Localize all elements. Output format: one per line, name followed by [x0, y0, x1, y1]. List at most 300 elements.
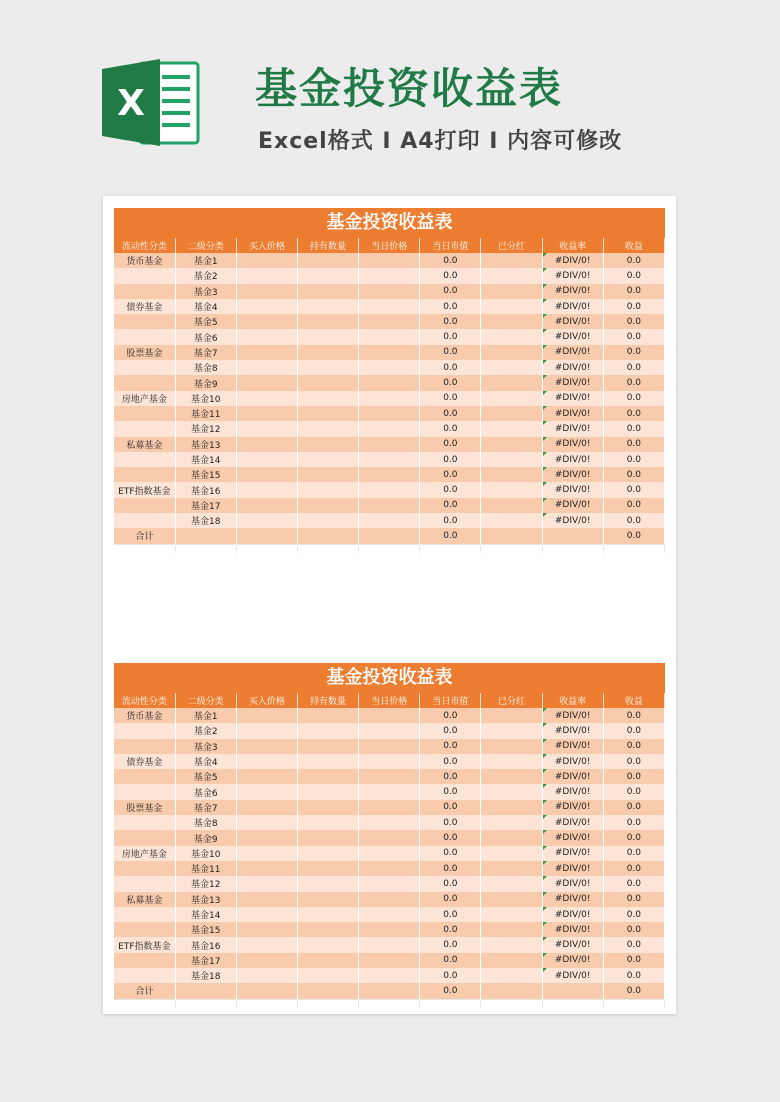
table-cell[interactable]: 0.0 — [420, 360, 481, 375]
table-cell[interactable] — [481, 360, 542, 375]
column-header[interactable]: 收益 — [603, 693, 664, 708]
empty-cell[interactable] — [542, 999, 603, 1008]
table-cell[interactable]: #DIV/0! — [542, 467, 603, 482]
table-cell[interactable]: #DIV/0! — [542, 723, 603, 738]
table-cell[interactable] — [297, 329, 358, 344]
table-cell[interactable] — [359, 268, 420, 283]
table-cell[interactable] — [481, 968, 542, 983]
table-cell[interactable] — [114, 513, 175, 528]
table-cell[interactable] — [236, 708, 297, 723]
table-cell[interactable]: #DIV/0! — [542, 876, 603, 891]
table-cell[interactable] — [236, 452, 297, 467]
empty-cell[interactable] — [175, 999, 236, 1008]
table-cell[interactable] — [359, 375, 420, 390]
table-cell[interactable] — [236, 723, 297, 738]
table-cell[interactable]: 0.0 — [420, 452, 481, 467]
table-cell[interactable] — [359, 299, 420, 314]
total-cell[interactable] — [481, 528, 542, 544]
table-cell[interactable] — [114, 876, 175, 891]
table-cell[interactable]: 0.0 — [603, 769, 664, 784]
table-cell[interactable] — [236, 375, 297, 390]
table-cell[interactable]: 0.0 — [603, 498, 664, 513]
table-cell[interactable] — [297, 375, 358, 390]
table-cell[interactable] — [114, 769, 175, 784]
total-cell[interactable] — [542, 983, 603, 999]
table-cell[interactable] — [297, 723, 358, 738]
table-cell[interactable] — [114, 739, 175, 754]
table-cell[interactable]: 0.0 — [420, 754, 481, 769]
column-header[interactable]: 已分红 — [481, 693, 542, 708]
table-cell[interactable]: #DIV/0! — [542, 953, 603, 968]
table-cell[interactable] — [114, 861, 175, 876]
total-cell[interactable] — [175, 528, 236, 544]
table-cell[interactable]: #DIV/0! — [542, 830, 603, 845]
empty-cell[interactable] — [175, 544, 236, 553]
table-cell[interactable]: #DIV/0! — [542, 513, 603, 528]
table-cell[interactable] — [481, 314, 542, 329]
table-cell[interactable] — [236, 437, 297, 452]
table-cell[interactable] — [481, 268, 542, 283]
table-cell[interactable] — [359, 452, 420, 467]
table-cell[interactable] — [359, 815, 420, 830]
column-header[interactable]: 收益 — [603, 238, 664, 253]
table-cell[interactable]: 0.0 — [603, 953, 664, 968]
table-cell[interactable] — [481, 754, 542, 769]
empty-cell[interactable] — [236, 999, 297, 1008]
table-cell[interactable]: 基金1 — [175, 708, 236, 723]
table-cell[interactable] — [359, 253, 420, 268]
table-cell[interactable]: 0.0 — [420, 375, 481, 390]
column-header[interactable]: 当日市值 — [420, 238, 481, 253]
table-cell[interactable]: 0.0 — [420, 922, 481, 937]
table-cell[interactable] — [359, 800, 420, 815]
table-cell[interactable]: 基金15 — [175, 467, 236, 482]
table-cell[interactable]: 0.0 — [603, 876, 664, 891]
table-cell[interactable] — [297, 498, 358, 513]
table-cell[interactable]: 0.0 — [420, 769, 481, 784]
table-cell[interactable]: 0.0 — [603, 815, 664, 830]
table-cell[interactable] — [236, 876, 297, 891]
table-cell[interactable] — [297, 739, 358, 754]
table-cell[interactable] — [297, 861, 358, 876]
table-cell[interactable]: 0.0 — [420, 345, 481, 360]
table-cell[interactable]: #DIV/0! — [542, 800, 603, 815]
table-cell[interactable] — [297, 452, 358, 467]
table-cell[interactable] — [236, 800, 297, 815]
table-cell[interactable]: 基金14 — [175, 452, 236, 467]
table-cell[interactable]: 基金13 — [175, 437, 236, 452]
table-cell[interactable] — [481, 708, 542, 723]
table-cell[interactable]: 基金5 — [175, 314, 236, 329]
table-cell[interactable] — [297, 467, 358, 482]
table-cell[interactable]: 0.0 — [420, 314, 481, 329]
table-cell[interactable] — [236, 268, 297, 283]
table-cell[interactable]: #DIV/0! — [542, 421, 603, 436]
table-cell[interactable]: 0.0 — [603, 846, 664, 861]
table-cell[interactable] — [114, 815, 175, 830]
table-cell[interactable] — [297, 784, 358, 799]
total-cell[interactable] — [359, 528, 420, 544]
table-cell[interactable] — [481, 815, 542, 830]
empty-cell[interactable] — [297, 999, 358, 1008]
table-cell[interactable]: 0.0 — [603, 800, 664, 815]
table-cell[interactable] — [359, 391, 420, 406]
table-cell[interactable]: 0.0 — [603, 467, 664, 482]
total-cell[interactable] — [297, 528, 358, 544]
table-cell[interactable]: 私募基金 — [114, 892, 175, 907]
table-cell[interactable] — [359, 784, 420, 799]
table-cell[interactable] — [359, 968, 420, 983]
table-cell[interactable]: 0.0 — [420, 861, 481, 876]
table-cell[interactable] — [359, 723, 420, 738]
table-cell[interactable] — [481, 467, 542, 482]
table-cell[interactable]: 基金13 — [175, 892, 236, 907]
table-cell[interactable] — [481, 784, 542, 799]
table-cell[interactable] — [481, 406, 542, 421]
column-header[interactable]: 流动性分类 — [114, 238, 175, 253]
table-cell[interactable] — [236, 830, 297, 845]
table-cell[interactable]: 基金11 — [175, 406, 236, 421]
table-cell[interactable]: #DIV/0! — [542, 391, 603, 406]
table-cell[interactable] — [297, 345, 358, 360]
table-cell[interactable]: 基金12 — [175, 421, 236, 436]
column-header[interactable]: 已分红 — [481, 238, 542, 253]
table-cell[interactable] — [297, 922, 358, 937]
table-cell[interactable]: 基金15 — [175, 922, 236, 937]
table-cell[interactable]: 基金7 — [175, 345, 236, 360]
table-cell[interactable] — [236, 284, 297, 299]
table-cell[interactable]: #DIV/0! — [542, 769, 603, 784]
table-cell[interactable] — [481, 498, 542, 513]
table-cell[interactable]: 基金1 — [175, 253, 236, 268]
total-cell[interactable]: 合计 — [114, 983, 175, 999]
table-cell[interactable]: 0.0 — [420, 406, 481, 421]
total-cell[interactable] — [359, 983, 420, 999]
table-cell[interactable]: #DIV/0! — [542, 253, 603, 268]
table-cell[interactable] — [236, 253, 297, 268]
table-cell[interactable] — [236, 937, 297, 952]
column-header[interactable]: 二级分类 — [175, 693, 236, 708]
table-cell[interactable] — [297, 769, 358, 784]
total-cell[interactable]: 合计 — [114, 528, 175, 544]
table-cell[interactable] — [481, 437, 542, 452]
table-cell[interactable] — [297, 876, 358, 891]
table-cell[interactable]: 0.0 — [603, 968, 664, 983]
table-cell[interactable]: #DIV/0! — [542, 406, 603, 421]
table-cell[interactable]: 0.0 — [603, 406, 664, 421]
table-cell[interactable]: 0.0 — [603, 784, 664, 799]
table-cell[interactable] — [236, 892, 297, 907]
table-cell[interactable]: #DIV/0! — [542, 892, 603, 907]
table-cell[interactable]: 0.0 — [603, 861, 664, 876]
table-cell[interactable]: 基金14 — [175, 907, 236, 922]
table-cell[interactable]: 0.0 — [603, 437, 664, 452]
empty-cell[interactable] — [359, 544, 420, 553]
table-cell[interactable]: 0.0 — [603, 513, 664, 528]
table-cell[interactable]: 0.0 — [420, 723, 481, 738]
table-cell[interactable] — [114, 452, 175, 467]
table-cell[interactable] — [236, 329, 297, 344]
column-header[interactable]: 买入价格 — [236, 238, 297, 253]
table-cell[interactable]: 基金8 — [175, 815, 236, 830]
table-cell[interactable] — [297, 513, 358, 528]
table-cell[interactable] — [297, 314, 358, 329]
total-cell[interactable]: 0.0 — [420, 528, 481, 544]
table-cell[interactable]: #DIV/0! — [542, 739, 603, 754]
table-cell[interactable] — [359, 345, 420, 360]
table-cell[interactable]: #DIV/0! — [542, 482, 603, 497]
table-cell[interactable]: 0.0 — [603, 391, 664, 406]
table-cell[interactable]: #DIV/0! — [542, 329, 603, 344]
table-cell[interactable] — [297, 299, 358, 314]
table-cell[interactable]: 0.0 — [420, 800, 481, 815]
table-cell[interactable]: 0.0 — [420, 968, 481, 983]
table-cell[interactable]: 基金2 — [175, 268, 236, 283]
table-cell[interactable] — [359, 498, 420, 513]
table-cell[interactable] — [481, 907, 542, 922]
column-header[interactable]: 买入价格 — [236, 693, 297, 708]
table-cell[interactable]: 0.0 — [420, 498, 481, 513]
table-cell[interactable]: 基金17 — [175, 498, 236, 513]
table-cell[interactable] — [297, 421, 358, 436]
table-cell[interactable]: 0.0 — [603, 268, 664, 283]
table-cell[interactable]: 基金17 — [175, 953, 236, 968]
table-cell[interactable]: 0.0 — [603, 421, 664, 436]
table-cell[interactable] — [297, 268, 358, 283]
table-cell[interactable]: #DIV/0! — [542, 360, 603, 375]
table-cell[interactable] — [114, 467, 175, 482]
table-cell[interactable]: 0.0 — [420, 299, 481, 314]
table-cell[interactable]: 0.0 — [603, 708, 664, 723]
table-cell[interactable] — [114, 784, 175, 799]
total-cell[interactable] — [542, 528, 603, 544]
table-cell[interactable] — [236, 421, 297, 436]
column-header[interactable]: 收益率 — [542, 238, 603, 253]
empty-cell[interactable] — [603, 999, 664, 1008]
table-cell[interactable] — [236, 513, 297, 528]
table-cell[interactable] — [481, 846, 542, 861]
table-cell[interactable] — [236, 406, 297, 421]
table-cell[interactable] — [236, 846, 297, 861]
table-cell[interactable] — [359, 922, 420, 937]
table-cell[interactable]: 0.0 — [420, 937, 481, 952]
table-cell[interactable]: #DIV/0! — [542, 815, 603, 830]
table-cell[interactable]: 0.0 — [603, 452, 664, 467]
table-cell[interactable]: 基金8 — [175, 360, 236, 375]
total-cell[interactable]: 0.0 — [603, 528, 664, 544]
table-cell[interactable] — [359, 754, 420, 769]
table-cell[interactable]: 0.0 — [603, 922, 664, 937]
table-cell[interactable]: 0.0 — [420, 846, 481, 861]
table-cell[interactable] — [236, 815, 297, 830]
table-cell[interactable] — [297, 907, 358, 922]
table-cell[interactable]: 房地产基金 — [114, 846, 175, 861]
table-cell[interactable] — [114, 968, 175, 983]
table-cell[interactable]: 基金3 — [175, 284, 236, 299]
table-cell[interactable]: 0.0 — [420, 708, 481, 723]
table-cell[interactable] — [359, 406, 420, 421]
table-cell[interactable]: #DIV/0! — [542, 345, 603, 360]
table-cell[interactable]: 0.0 — [420, 253, 481, 268]
table-cell[interactable] — [114, 723, 175, 738]
table-cell[interactable] — [359, 284, 420, 299]
table-cell[interactable] — [359, 513, 420, 528]
table-cell[interactable] — [359, 907, 420, 922]
table-cell[interactable] — [359, 329, 420, 344]
table-cell[interactable]: 0.0 — [420, 421, 481, 436]
column-header[interactable]: 当日价格 — [359, 693, 420, 708]
table-cell[interactable]: 0.0 — [603, 892, 664, 907]
table-cell[interactable] — [481, 253, 542, 268]
table-cell[interactable] — [359, 314, 420, 329]
table-cell[interactable] — [481, 299, 542, 314]
table-cell[interactable] — [481, 723, 542, 738]
column-header[interactable]: 持有数量 — [297, 693, 358, 708]
table-cell[interactable]: 0.0 — [420, 391, 481, 406]
table-cell[interactable]: #DIV/0! — [542, 708, 603, 723]
table-cell[interactable] — [481, 953, 542, 968]
table-cell[interactable]: #DIV/0! — [542, 284, 603, 299]
table-cell[interactable] — [481, 922, 542, 937]
table-cell[interactable]: 0.0 — [603, 253, 664, 268]
table-cell[interactable] — [297, 754, 358, 769]
table-cell[interactable]: 0.0 — [420, 284, 481, 299]
table-cell[interactable]: 货币基金 — [114, 708, 175, 723]
table-cell[interactable]: 0.0 — [420, 907, 481, 922]
table-cell[interactable] — [297, 937, 358, 952]
table-cell[interactable] — [297, 892, 358, 907]
total-cell[interactable]: 0.0 — [420, 983, 481, 999]
total-cell[interactable] — [175, 983, 236, 999]
table-cell[interactable] — [481, 513, 542, 528]
table-cell[interactable]: 0.0 — [420, 513, 481, 528]
table-cell[interactable] — [359, 437, 420, 452]
table-cell[interactable]: 基金12 — [175, 876, 236, 891]
table-cell[interactable]: #DIV/0! — [542, 784, 603, 799]
table-cell[interactable]: 0.0 — [420, 815, 481, 830]
table-cell[interactable]: 0.0 — [420, 329, 481, 344]
table-cell[interactable]: 基金11 — [175, 861, 236, 876]
table-cell[interactable] — [481, 892, 542, 907]
table-cell[interactable] — [297, 968, 358, 983]
empty-cell[interactable] — [114, 544, 175, 553]
column-header[interactable]: 当日市值 — [420, 693, 481, 708]
table-cell[interactable] — [114, 268, 175, 283]
table-cell[interactable]: 基金5 — [175, 769, 236, 784]
table-cell[interactable]: 基金18 — [175, 513, 236, 528]
table-cell[interactable]: 0.0 — [420, 437, 481, 452]
empty-cell[interactable] — [114, 999, 175, 1008]
table-cell[interactable] — [481, 769, 542, 784]
table-cell[interactable]: 0.0 — [603, 314, 664, 329]
table-cell[interactable]: 基金2 — [175, 723, 236, 738]
table-cell[interactable]: 基金6 — [175, 329, 236, 344]
table-cell[interactable] — [236, 968, 297, 983]
table-cell[interactable] — [359, 830, 420, 845]
table-cell[interactable] — [297, 406, 358, 421]
table-cell[interactable] — [236, 360, 297, 375]
table-cell[interactable]: 0.0 — [603, 754, 664, 769]
table-cell[interactable]: 私募基金 — [114, 437, 175, 452]
table-cell[interactable]: 基金7 — [175, 800, 236, 815]
table-cell[interactable]: 货币基金 — [114, 253, 175, 268]
table-cell[interactable] — [297, 284, 358, 299]
total-cell[interactable] — [236, 983, 297, 999]
table-cell[interactable] — [236, 922, 297, 937]
table-cell[interactable] — [297, 815, 358, 830]
table-cell[interactable]: 0.0 — [603, 937, 664, 952]
table-cell[interactable] — [114, 314, 175, 329]
table-cell[interactable]: 债券基金 — [114, 754, 175, 769]
table-cell[interactable]: 0.0 — [420, 739, 481, 754]
table-cell[interactable]: #DIV/0! — [542, 846, 603, 861]
table-cell[interactable] — [236, 754, 297, 769]
table-cell[interactable]: 0.0 — [603, 284, 664, 299]
table-cell[interactable] — [297, 253, 358, 268]
table-cell[interactable]: 股票基金 — [114, 800, 175, 815]
table-cell[interactable]: 基金4 — [175, 299, 236, 314]
table-cell[interactable] — [359, 769, 420, 784]
table-cell[interactable]: #DIV/0! — [542, 968, 603, 983]
table-cell[interactable]: 基金3 — [175, 739, 236, 754]
table-cell[interactable]: 基金10 — [175, 391, 236, 406]
table-cell[interactable] — [481, 452, 542, 467]
table-cell[interactable]: #DIV/0! — [542, 922, 603, 937]
table-cell[interactable]: #DIV/0! — [542, 861, 603, 876]
table-cell[interactable]: 0.0 — [420, 268, 481, 283]
table-cell[interactable] — [359, 421, 420, 436]
total-cell[interactable] — [297, 983, 358, 999]
table-cell[interactable] — [481, 345, 542, 360]
table-cell[interactable] — [297, 437, 358, 452]
table-cell[interactable] — [236, 314, 297, 329]
table-cell[interactable]: ETF指数基金 — [114, 482, 175, 497]
table-cell[interactable]: 0.0 — [420, 482, 481, 497]
table-cell[interactable] — [481, 421, 542, 436]
column-header[interactable]: 收益率 — [542, 693, 603, 708]
table-cell[interactable]: 0.0 — [420, 876, 481, 891]
table-cell[interactable] — [481, 876, 542, 891]
table-cell[interactable]: 0.0 — [603, 360, 664, 375]
table-cell[interactable] — [236, 861, 297, 876]
empty-cell[interactable] — [420, 999, 481, 1008]
table-cell[interactable] — [114, 329, 175, 344]
table-cell[interactable]: 股票基金 — [114, 345, 175, 360]
table-cell[interactable]: 基金18 — [175, 968, 236, 983]
table-cell[interactable]: 基金4 — [175, 754, 236, 769]
table-cell[interactable] — [481, 937, 542, 952]
table-cell[interactable] — [481, 861, 542, 876]
table-cell[interactable] — [236, 345, 297, 360]
table-cell[interactable] — [481, 482, 542, 497]
empty-cell[interactable] — [481, 544, 542, 553]
table-cell[interactable] — [114, 498, 175, 513]
table-cell[interactable] — [236, 391, 297, 406]
table-cell[interactable]: 基金16 — [175, 482, 236, 497]
total-cell[interactable] — [481, 983, 542, 999]
table-cell[interactable] — [481, 739, 542, 754]
table-cell[interactable]: ETF指数基金 — [114, 937, 175, 952]
table-cell[interactable] — [481, 800, 542, 815]
empty-cell[interactable] — [603, 544, 664, 553]
table-cell[interactable]: 0.0 — [603, 329, 664, 344]
table-cell[interactable]: 0.0 — [603, 907, 664, 922]
table-cell[interactable]: 0.0 — [603, 345, 664, 360]
total-cell[interactable] — [236, 528, 297, 544]
table-cell[interactable] — [114, 922, 175, 937]
table-cell[interactable] — [114, 360, 175, 375]
table-cell[interactable] — [359, 708, 420, 723]
